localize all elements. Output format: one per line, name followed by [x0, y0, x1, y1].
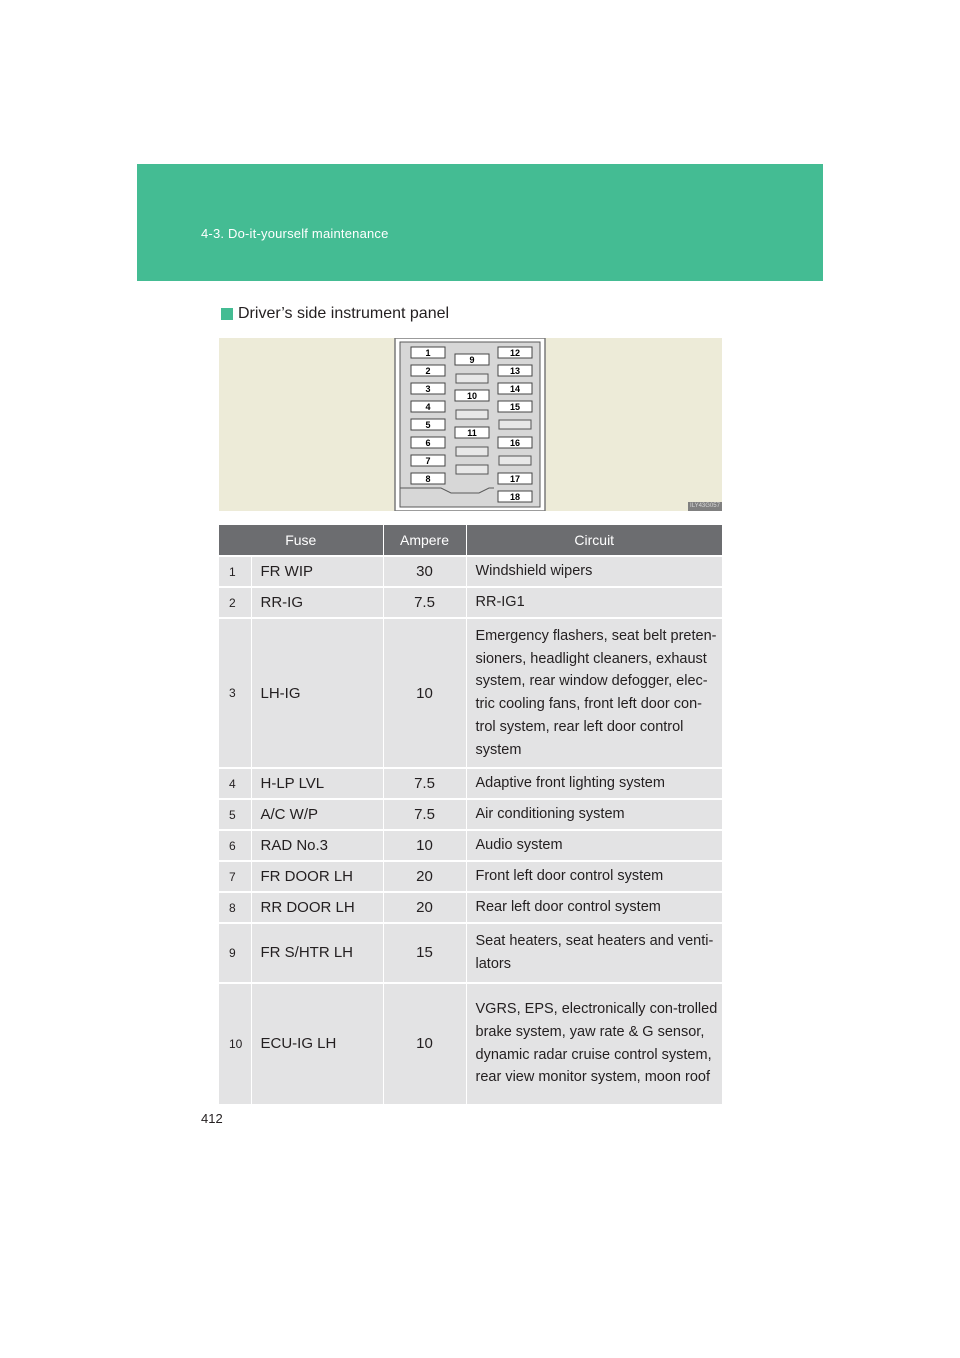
spare-slot — [499, 456, 531, 465]
table-row — [219, 799, 722, 830]
fuse-name: FR S/HTR LH — [251, 923, 383, 982]
fuse-label-16: 16 — [509, 438, 521, 448]
figure-code: ILY43G057 — [688, 502, 722, 511]
fuse-slot-17 — [498, 473, 532, 484]
fuse-label-15: 15 — [509, 402, 521, 412]
fuse-slot-7 — [411, 455, 445, 466]
fuse-ampere: 7.5 — [383, 587, 466, 618]
table-row — [219, 983, 722, 1104]
fuse-label-9: 9 — [469, 355, 475, 365]
fuse-ampere: 10 — [383, 830, 466, 861]
fuse-number: 8 — [219, 892, 251, 923]
table-row — [219, 556, 722, 587]
fuse-number: 6 — [219, 830, 251, 861]
table-row — [219, 861, 722, 892]
table-row — [219, 587, 722, 618]
fuse-ampere: 15 — [383, 923, 466, 982]
fuse-slot-5 — [411, 419, 445, 430]
table-row — [219, 768, 722, 799]
fuse-name: RAD No.3 — [251, 830, 383, 861]
fuse-ampere: 7.5 — [383, 768, 466, 799]
spare-slot — [456, 374, 488, 383]
fuse-circuit: RR-IG1 — [466, 587, 722, 618]
fuse-name: LH-IG — [251, 618, 383, 768]
fuse-circuit: Front left door control system — [466, 861, 722, 892]
fuse-label-18: 18 — [509, 492, 521, 502]
square-bullet-icon — [221, 308, 233, 320]
fuse-number: 4 — [219, 768, 251, 799]
fuse-ampere: 20 — [383, 892, 466, 923]
fuse-circuit: Windshield wipers — [466, 556, 722, 587]
section-title-text: Driver’s side instrument panel — [238, 305, 450, 322]
table-row — [219, 892, 722, 923]
fuse-number: 10 — [219, 983, 251, 1104]
fuse-slot-10 — [455, 390, 489, 401]
fuse-circuit: Audio system — [466, 830, 722, 861]
fuse-label-13: 13 — [509, 366, 521, 376]
fuse-label-5: 5 — [425, 420, 431, 430]
fuse-number: 3 — [219, 618, 251, 768]
header-fuse: Fuse — [219, 525, 383, 556]
fuse-circuit: Seat heaters, seat heaters and venti-lators — [466, 923, 722, 982]
fuse-slot-15 — [498, 401, 532, 412]
section-title — [221, 305, 449, 323]
table-row — [219, 923, 722, 982]
fuse-label-6: 6 — [425, 438, 431, 448]
fuse-circuit: Emergency flashers, seat belt preten-sioners, headlight cleaners, exhaust system, rear window defogger, elec-tric cooling fans, front left door con-trol system, rear left door control system — [466, 618, 722, 768]
fuse-slot-3 — [411, 383, 445, 394]
table-row — [219, 618, 722, 768]
fuse-number: 9 — [219, 923, 251, 982]
fuse-circuit: Air conditioning system — [466, 799, 722, 830]
fuse-name: A/C W/P — [251, 799, 383, 830]
fuse-circuit: Adaptive front lighting system — [466, 768, 722, 799]
fuse-ampere: 7.5 — [383, 799, 466, 830]
fuse-slot-6 — [411, 437, 445, 448]
fuse-label-7: 7 — [425, 456, 431, 466]
table-header-row — [219, 525, 722, 556]
fuse-ampere: 30 — [383, 556, 466, 587]
fuse-name: FR DOOR LH — [251, 861, 383, 892]
fuse-label-11: 11 — [467, 428, 477, 438]
fuse-label-14: 14 — [509, 384, 521, 394]
fuse-circuit: Rear left door control system — [466, 892, 722, 923]
spare-slot — [456, 447, 488, 456]
right-fuse-column — [498, 347, 532, 502]
fuse-slot-2 — [411, 365, 445, 376]
section-breadcrumb: 4-3. Do-it-yourself maintenance — [201, 226, 389, 241]
fuse-number: 7 — [219, 861, 251, 892]
fuse-name: FR WIP — [251, 556, 383, 587]
fuse-box-diagram — [219, 338, 722, 511]
fuse-number: 5 — [219, 799, 251, 830]
fuse-label-4: 4 — [425, 402, 431, 412]
fuse-label-3: 3 — [425, 384, 431, 394]
fuse-slot-16 — [498, 437, 532, 448]
fuse-slot-4 — [411, 401, 445, 412]
fuse-box-svg — [219, 338, 722, 511]
fuse-label-17: 17 — [509, 474, 521, 484]
fuse-label-8: 8 — [425, 474, 431, 484]
fuse-slot-18 — [498, 491, 532, 502]
fuse-ampere: 20 — [383, 861, 466, 892]
fuse-circuit: VGRS, EPS, electronically con-trolled brake system, yaw rate & G sensor, dynamic radar cruise control system, rear view monitor system, moon roof — [466, 983, 722, 1104]
fuse-slot-11 — [455, 427, 489, 438]
fuse-slot-14 — [498, 383, 532, 394]
fuse-slot-8 — [411, 473, 445, 484]
fuse-name: RR-IG — [251, 587, 383, 618]
fuse-slot-13 — [498, 365, 532, 376]
table-row — [219, 830, 722, 861]
fuse-slot-12 — [498, 347, 532, 358]
fuse-name: ECU-IG LH — [251, 983, 383, 1104]
header-ampere: Ampere — [383, 525, 466, 556]
fuse-name: H-LP LVL — [251, 768, 383, 799]
header-band — [137, 164, 823, 281]
fuse-number: 2 — [219, 587, 251, 618]
fuse-slot-1 — [411, 347, 445, 358]
fuse-label-2: 2 — [425, 366, 431, 376]
fuse-table — [219, 525, 722, 1104]
spare-slot — [499, 420, 531, 429]
spare-slot — [456, 410, 488, 419]
fuse-ampere: 10 — [383, 618, 466, 768]
page-number: 412 — [201, 1111, 223, 1126]
fuse-ampere: 10 — [383, 983, 466, 1104]
spare-slot — [456, 465, 488, 474]
fuse-number: 1 — [219, 556, 251, 587]
fuse-slot-9 — [455, 354, 489, 365]
fuse-label-10: 10 — [466, 391, 478, 401]
fuse-name: RR DOOR LH — [251, 892, 383, 923]
fuse-label-12: 12 — [509, 348, 521, 358]
header-circuit: Circuit — [466, 525, 722, 556]
fuse-label-1: 1 — [425, 348, 431, 358]
